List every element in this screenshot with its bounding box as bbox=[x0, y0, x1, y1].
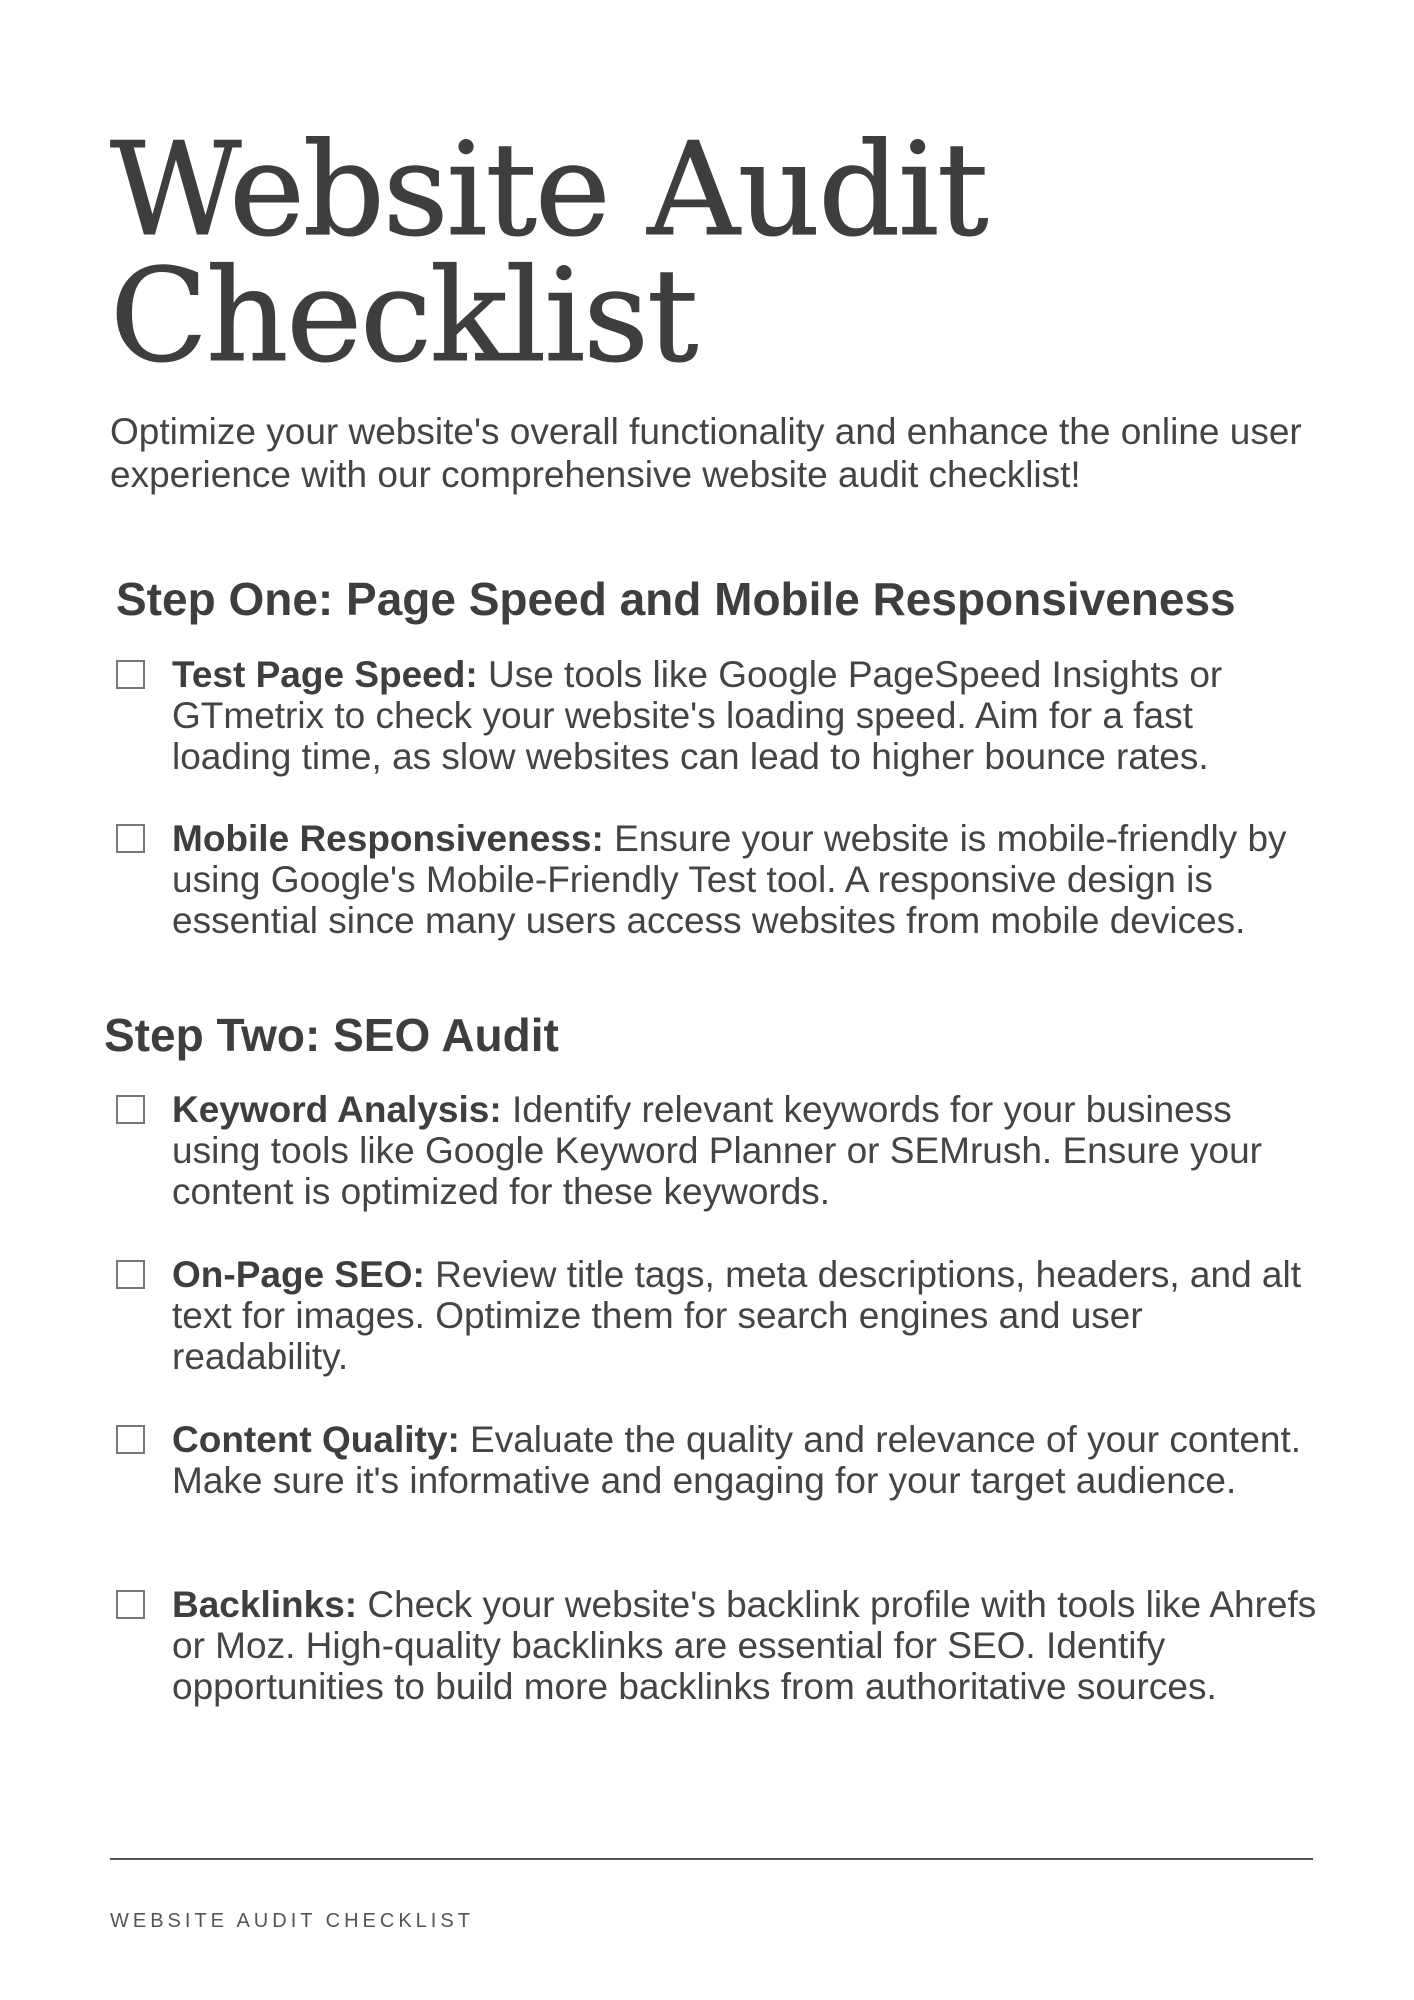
checklist-item-text bbox=[172, 654, 1322, 777]
step-two-heading: Step Two: SEO Audit bbox=[104, 1009, 559, 1061]
checklist-item-description: Identify relevant keywords for your business using tools like Google Keyword Planner or SEMrush. Ensure your content is optimized for these keywords. bbox=[172, 1089, 1262, 1212]
checklist-item-label: Content Quality: bbox=[172, 1419, 460, 1460]
checklist-item-text bbox=[172, 818, 1322, 941]
checklist-item-description: Evaluate the quality and relevance of your content. Make sure it's informative and engaging for your target audience. bbox=[172, 1419, 1302, 1501]
checklist-item-description: Review title tags, meta descriptions, headers, and alt text for images. Optimize them for search engines and user readability. bbox=[172, 1254, 1302, 1377]
checklist-item-label: Test Page Speed: bbox=[172, 654, 478, 695]
checkbox[interactable] bbox=[116, 1590, 145, 1619]
checklist-item-label: On-Page SEO: bbox=[172, 1254, 425, 1295]
checklist-item-text bbox=[172, 1419, 1322, 1501]
checkbox[interactable] bbox=[116, 1095, 145, 1124]
checklist-item-description: Check your website's backlink profile with tools like Ahrefs or Moz. High-quality backlinks are essential for SEO. Identify opportunities to build more backlinks from authoritative sources. bbox=[172, 1584, 1317, 1707]
checklist-item-text bbox=[172, 1254, 1322, 1377]
footer-text: WEBSITE AUDIT CHECKLIST bbox=[110, 1910, 474, 1932]
page-title bbox=[110, 116, 1310, 391]
checkbox[interactable] bbox=[116, 1260, 145, 1289]
checklist-item-label: Backlinks: bbox=[172, 1584, 358, 1625]
page-title-line-1: Website Audit bbox=[110, 116, 987, 265]
checklist-item-text bbox=[172, 1089, 1322, 1212]
checkbox[interactable] bbox=[116, 660, 145, 689]
checklist-item-description: Ensure your website is mobile-friendly by using Google's Mobile-Friendly Test tool. A responsive design is essential since many users access websites from mobile devices. bbox=[172, 818, 1287, 941]
page-title-line-2: Checklist bbox=[110, 242, 697, 391]
checkbox[interactable] bbox=[116, 824, 145, 853]
step-one-heading: Step One: Page Speed and Mobile Responsiveness bbox=[116, 573, 1236, 625]
checklist-item-label: Mobile Responsiveness: bbox=[172, 818, 604, 859]
checklist-item-text bbox=[172, 1584, 1322, 1707]
footer-divider bbox=[110, 1858, 1313, 1860]
checkbox[interactable] bbox=[116, 1425, 145, 1454]
intro-text: Optimize your website's overall functionality and enhance the online user experience with our comprehensive website audit checklist! bbox=[110, 411, 1302, 495]
checklist-item-description: Use tools like Google PageSpeed Insights or GTmetrix to check your website's loading speed. Aim for a fast loading time, as slow websites can lead to higher bounce rates. bbox=[172, 654, 1223, 777]
checklist-item-label: Keyword Analysis: bbox=[172, 1089, 502, 1130]
